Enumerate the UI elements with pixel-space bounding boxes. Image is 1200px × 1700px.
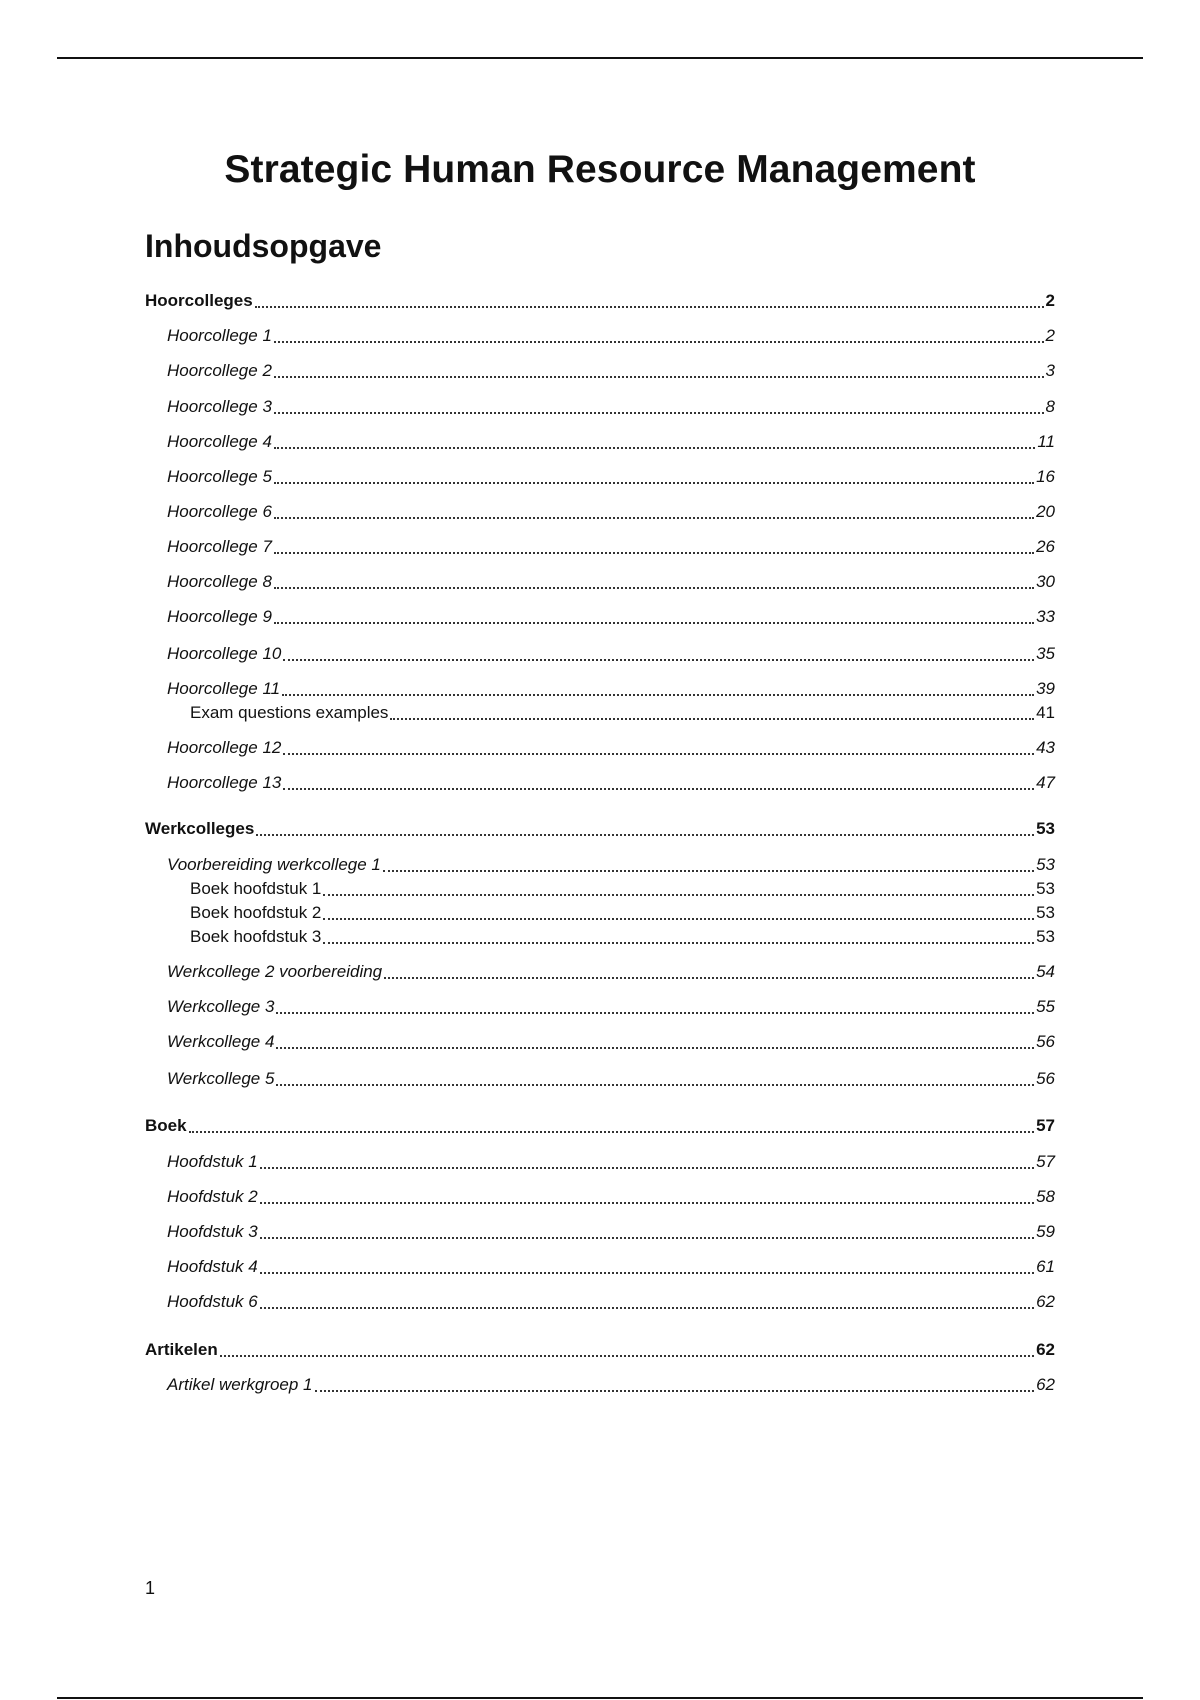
toc-entry-page: 57 [1036,1152,1055,1171]
toc-subsection-entry[interactable] [145,643,1055,665]
toc-dot-leader [323,942,1034,944]
toc-dot-leader [283,659,1034,661]
footer-rule [57,1697,1143,1699]
toc-dot-leader [220,1355,1034,1357]
toc-heading: Inhoudsopgave [145,228,382,264]
toc-dot-leader [276,1084,1034,1086]
toc-subsection-entry[interactable] [145,360,1055,382]
toc-dot-leader [260,1272,1034,1274]
toc-subsection-entry[interactable] [145,678,1055,700]
toc-subsection-entry[interactable] [145,536,1055,558]
toc-entry-label: Hoofdstuk 4 [167,1257,258,1276]
toc-entry-page: 53 [1036,927,1055,946]
toc-section-entry[interactable] [145,290,1055,312]
toc-entry-page: 56 [1036,1069,1055,1088]
toc-entry-label: Hoorcollege 8 [167,572,272,591]
toc-subsection-entry[interactable] [145,1256,1055,1278]
toc-entry-label: Hoorcollege 7 [167,537,272,556]
toc-subsection-entry[interactable] [145,501,1055,523]
toc-entry-page: 43 [1036,738,1055,757]
toc-subsubsection-entry[interactable] [145,702,1055,724]
toc-entry-page: 62 [1036,1375,1055,1394]
toc-entry-page: 16 [1036,467,1055,486]
toc-entry-page: 2 [1045,326,1055,345]
toc-dot-leader [260,1237,1034,1239]
toc-entry-page: 56 [1036,1032,1055,1051]
toc-dot-leader [315,1390,1035,1392]
header-rule [57,57,1143,59]
toc-entry-label: Werkcollege 4 [167,1032,275,1051]
toc-entry-page: 61 [1036,1257,1055,1276]
toc-entry-label: Hoorcollege 4 [167,432,272,451]
toc-dot-leader [274,412,1044,414]
toc-dot-leader [384,977,1034,979]
toc-entry-page: 2 [1045,291,1055,310]
toc-subsubsection-entry[interactable] [145,878,1055,900]
page-number: 1 [145,1578,156,1598]
toc-entry-label: Hoorcollege 2 [167,361,272,380]
toc-subsection-entry[interactable] [145,1374,1055,1396]
toc-entry-page: 53 [1036,855,1055,874]
toc-subsection-entry[interactable] [145,772,1055,794]
toc-entry-label: Hoorcollege 13 [167,773,282,792]
toc-entry-page: 41 [1036,703,1055,722]
toc-entry-label: Boek [145,1116,187,1135]
toc-entry-label: Artikel werkgroep 1 [167,1375,313,1394]
toc-entry-page: 47 [1036,773,1055,792]
toc-dot-leader [255,306,1044,308]
toc-subsection-entry[interactable] [145,961,1055,983]
toc-entry-label: Hoofdstuk 1 [167,1152,258,1171]
toc-section-entry[interactable] [145,818,1055,840]
toc-entry-page: 57 [1036,1116,1055,1135]
toc-entry-label: Werkcollege 5 [167,1069,275,1088]
toc-dot-leader [283,788,1034,790]
toc-dot-leader [274,552,1034,554]
toc-entry-label: Hoorcollege 3 [167,397,272,416]
toc-entry-label: Hoorcollege 9 [167,607,272,626]
toc-subsection-entry[interactable] [145,396,1055,418]
toc-subsection-entry[interactable] [145,606,1055,628]
toc-subsubsection-entry[interactable] [145,926,1055,948]
toc-entry-label: Exam questions examples [190,703,389,722]
toc-subsection-entry[interactable] [145,571,1055,593]
toc-entry-page: 59 [1036,1222,1055,1241]
toc-entry-page: 53 [1036,879,1055,898]
toc-entry-page: 35 [1036,644,1055,663]
toc-entry-page: 8 [1045,397,1055,416]
toc-dot-leader [282,694,1034,696]
toc-subsection-entry[interactable] [145,854,1055,876]
toc-dot-leader [283,753,1034,755]
toc-entry-label: Hoofdstuk 6 [167,1292,258,1311]
toc-entry-label: Artikelen [145,1340,218,1359]
toc-entry-label: Boek hoofdstuk 1 [190,879,322,898]
toc-dot-leader [323,918,1034,920]
toc-dot-leader [274,587,1034,589]
toc-entry-page: 33 [1036,607,1055,626]
toc-subsection-entry[interactable] [145,1068,1055,1090]
toc-dot-leader [260,1202,1034,1204]
toc-subsection-entry[interactable] [145,1221,1055,1243]
toc-subsection-entry[interactable] [145,996,1055,1018]
toc-entry-label: Voorbereiding werkcollege 1 [167,855,381,874]
toc-entry-label: Hoorcollege 12 [167,738,282,757]
toc-entry-page: 54 [1036,962,1055,981]
toc-entry-page: 62 [1036,1292,1055,1311]
toc-dot-leader [260,1167,1034,1169]
toc-subsubsection-entry[interactable] [145,902,1055,924]
toc-dot-leader [274,622,1034,624]
toc-dot-leader [274,341,1044,343]
toc-entry-page: 3 [1045,361,1055,380]
toc-entry-label: Hoorcollege 11 [167,679,281,698]
toc-entry-label: Werkcollege 3 [167,997,275,1016]
toc-entry-page: 53 [1036,903,1055,922]
toc-entry-page: 39 [1036,679,1055,698]
table-of-contents [145,290,1055,1396]
toc-entry-label: Werkcollege 2 voorbereiding [167,962,383,981]
toc-subsection-entry[interactable] [145,431,1055,453]
toc-entry-label: Hoorcollege 6 [167,502,272,521]
toc-subsection-entry[interactable] [145,737,1055,759]
toc-dot-leader [383,870,1034,872]
toc-subsection-entry[interactable] [145,1031,1055,1053]
toc-subsection-entry[interactable] [145,466,1055,488]
toc-dot-leader [276,1047,1034,1049]
toc-entry-label: Hoorcollege 1 [167,326,272,345]
toc-dot-leader [189,1131,1035,1133]
toc-entry-label: Hoorcollege 5 [167,467,272,486]
toc-entry-label: Hoofdstuk 3 [167,1222,258,1241]
toc-section-entry[interactable] [145,1115,1055,1137]
toc-entry-page: 20 [1036,502,1055,521]
toc-entry-page: 58 [1036,1187,1055,1206]
toc-dot-leader [390,718,1034,720]
toc-dot-leader [274,447,1035,449]
toc-dot-leader [274,376,1044,378]
toc-subsection-entry[interactable] [145,1186,1055,1208]
document-title: Strategic Human Resource Management [224,148,976,191]
toc-entry-page: 62 [1036,1340,1055,1359]
toc-entry-label: Hoorcollege 10 [167,644,282,663]
toc-subsection-entry[interactable] [145,1151,1055,1173]
toc-entry-label: Hoofdstuk 2 [167,1187,258,1206]
toc-dot-leader [274,517,1034,519]
toc-entry-label: Hoorcolleges [145,291,253,310]
toc-section-entry[interactable] [145,1339,1055,1361]
toc-subsection-entry[interactable] [145,1291,1055,1313]
toc-entry-page: 26 [1036,537,1055,556]
toc-entry-page: 55 [1036,997,1055,1016]
toc-entry-page: 53 [1036,819,1055,838]
toc-entry-label: Boek hoofdstuk 3 [190,927,322,946]
toc-dot-leader [276,1012,1034,1014]
toc-entry-label: Werkcolleges [145,819,255,838]
toc-dot-leader [274,482,1034,484]
toc-entry-page: 30 [1036,572,1055,591]
toc-dot-leader [260,1307,1034,1309]
toc-dot-leader [256,834,1034,836]
toc-entry-label: Boek hoofdstuk 2 [190,903,322,922]
toc-subsection-entry[interactable] [145,325,1055,347]
toc-entry-page: 11 [1037,432,1055,451]
toc-dot-leader [323,894,1034,896]
